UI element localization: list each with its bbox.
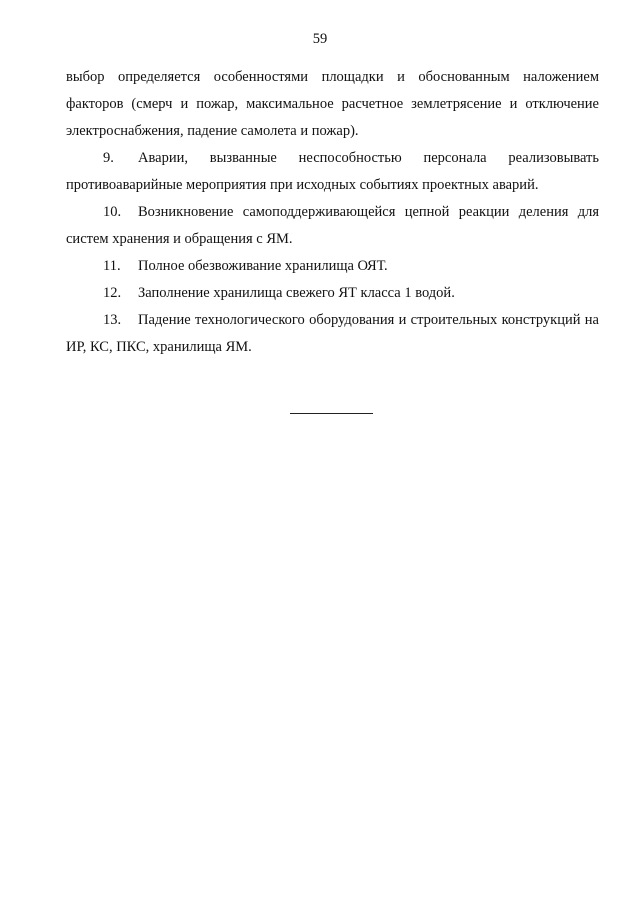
list-item-text: Падение технологического оборудования и строительных конструкций на ИР, КС, ПКС, хранилища ЯМ. — [66, 312, 599, 355]
list-item-11 — [66, 253, 599, 280]
intro-paragraph: выбор определяется особенностями площадки и обоснованным наложением факторов (смерч и пожар, максимальное расчетное землетрясение и отключение электроснабжения, падение самолета и пожар). — [66, 69, 599, 139]
list-item-10 — [66, 199, 599, 253]
list-item-12 — [66, 280, 599, 307]
body-text — [66, 64, 599, 361]
end-rule — [290, 413, 373, 414]
list-item-text: Аварии, вызванные неспособностью персонала реализовывать противоаварийные мероприятия при исходных событиях проектных аварий. — [66, 150, 599, 193]
list-item-number: 13. — [103, 312, 122, 328]
list-item-number: 9. — [103, 150, 114, 166]
list-item-number: 10. — [103, 204, 122, 220]
list-item-text: Возникновение самоподдерживающейся цепной реакции деления для систем хранения и обращения с ЯМ. — [66, 204, 599, 247]
list-item-number: 11. — [103, 258, 121, 274]
list-item-9 — [66, 145, 599, 199]
list-item-text: Полное обезвоживание хранилища ОЯТ. — [138, 258, 388, 274]
list-item-number: 12. — [103, 285, 122, 301]
page-number: 59 — [312, 31, 328, 47]
list-item-text: Заполнение хранилища свежего ЯТ класса 1 водой. — [138, 285, 455, 301]
list-item-13 — [66, 307, 599, 361]
